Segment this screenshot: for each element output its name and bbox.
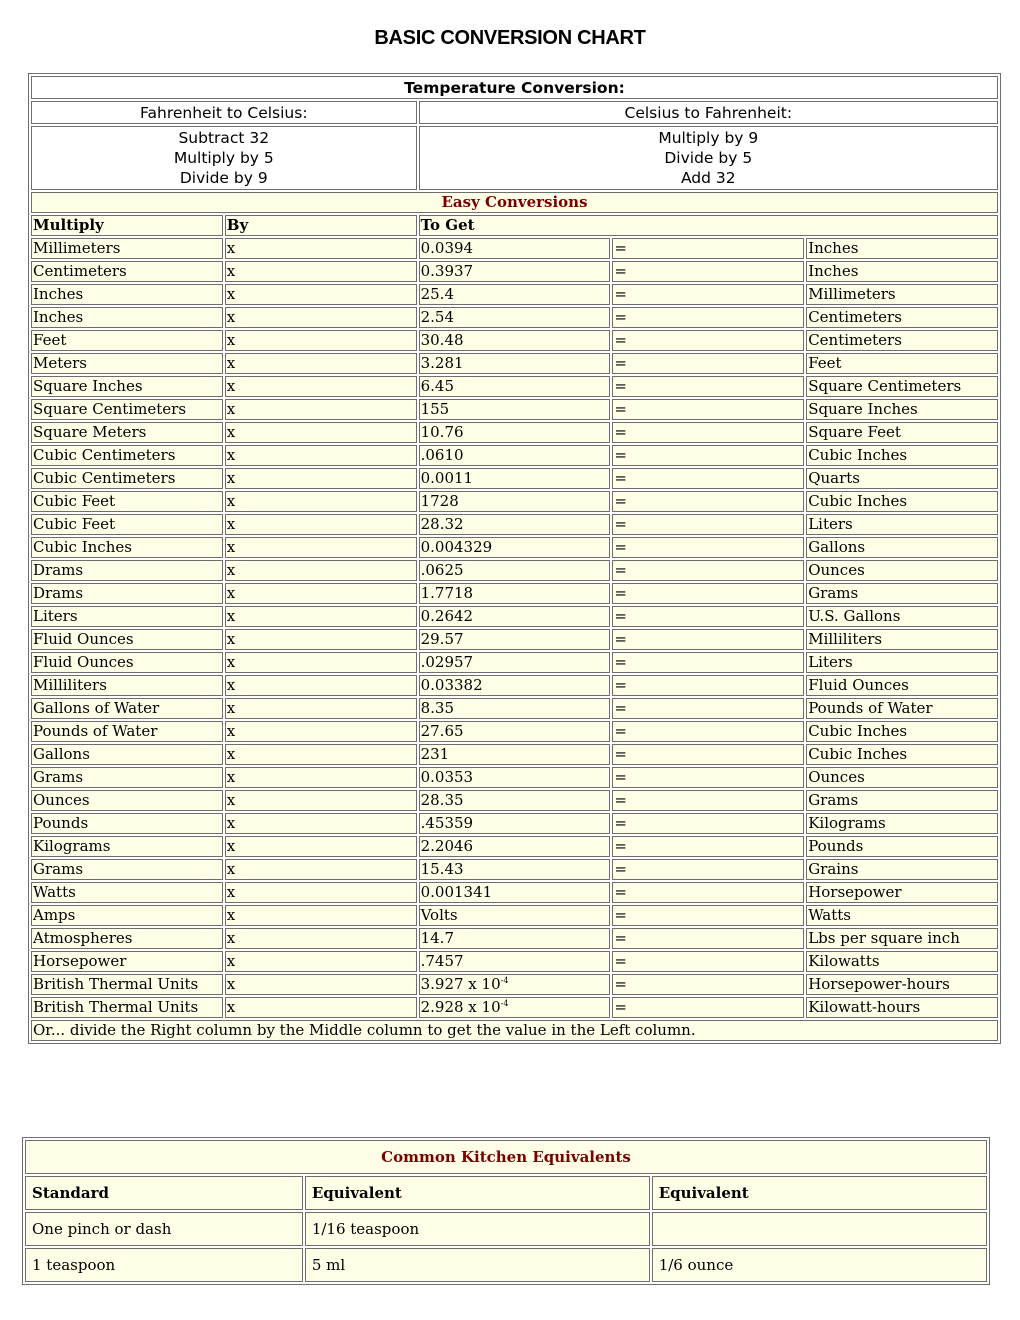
- cell-eq: =: [612, 813, 804, 834]
- cell-to: Square Feet: [806, 422, 998, 443]
- table-row: [31, 721, 998, 742]
- table-row: [31, 399, 998, 420]
- cell-op: x: [225, 675, 417, 696]
- cell-from: Square Inches: [31, 376, 223, 397]
- cell-to: Horsepower-hours: [806, 974, 998, 995]
- cell-from: Cubic Inches: [31, 537, 223, 558]
- column-header: By: [225, 215, 417, 236]
- cell-to: Grains: [806, 859, 998, 880]
- cell-eq: =: [612, 698, 804, 719]
- c-to-f-step: Divide by 5: [664, 149, 753, 167]
- cell-from: Feet: [31, 330, 223, 351]
- cell-eq: =: [612, 721, 804, 742]
- cell-op: x: [225, 514, 417, 535]
- cell-eq: =: [612, 675, 804, 696]
- cell-to: Liters: [806, 652, 998, 673]
- cell-factor: 0.3937: [419, 261, 611, 282]
- cell-from: Grams: [31, 767, 223, 788]
- cell-to: Quarts: [806, 468, 998, 489]
- cell-eq: =: [612, 491, 804, 512]
- cell-to: Kilowatt-hours: [806, 997, 998, 1018]
- cell-to: Horsepower: [806, 882, 998, 903]
- cell-from: Cubic Centimeters: [31, 468, 223, 489]
- cell-op: x: [225, 882, 417, 903]
- table-row: [31, 744, 998, 765]
- cell-to: Kilowatts: [806, 951, 998, 972]
- cell-to: Centimeters: [806, 307, 998, 328]
- table-row: [31, 353, 998, 374]
- cell-to: Inches: [806, 261, 998, 282]
- cell-eq: =: [612, 790, 804, 811]
- cell-from: Pounds: [31, 813, 223, 834]
- cell-op: x: [225, 330, 417, 351]
- kitchen-cell: 5 ml: [305, 1248, 650, 1282]
- cell-eq: =: [612, 951, 804, 972]
- c-to-f-step: Multiply by 9: [658, 129, 759, 147]
- table-row: [31, 583, 998, 604]
- cell-to: Grams: [806, 583, 998, 604]
- cell-to: Grams: [806, 790, 998, 811]
- cell-eq: =: [612, 767, 804, 788]
- cell-eq: =: [612, 859, 804, 880]
- cell-factor: 3.281: [419, 353, 611, 374]
- cell-to: Square Centimeters: [806, 376, 998, 397]
- column-header: Multiply: [31, 215, 223, 236]
- cell-eq: =: [612, 583, 804, 604]
- cell-from: Inches: [31, 284, 223, 305]
- cell-op: x: [225, 468, 417, 489]
- table-row: [31, 606, 998, 627]
- table-row: [31, 307, 998, 328]
- cell-eq: =: [612, 238, 804, 259]
- cell-from: Cubic Centimeters: [31, 445, 223, 466]
- column-header: Equivalent: [652, 1176, 987, 1210]
- cell-factor: .0625: [419, 560, 611, 581]
- table-row: [31, 491, 998, 512]
- cell-op: x: [225, 928, 417, 949]
- cell-from: Horsepower: [31, 951, 223, 972]
- cell-factor: 27.65: [419, 721, 611, 742]
- cell-to: Kilograms: [806, 813, 998, 834]
- f-to-c-step: Multiply by 5: [173, 149, 274, 167]
- cell-factor: .0610: [419, 445, 611, 466]
- cell-to: Cubic Inches: [806, 721, 998, 742]
- cell-from: Atmospheres: [31, 928, 223, 949]
- cell-op: x: [225, 284, 417, 305]
- cell-to: Inches: [806, 238, 998, 259]
- table-row: [31, 698, 998, 719]
- cell-factor: 0.03382: [419, 675, 611, 696]
- cell-op: x: [225, 238, 417, 259]
- cell-eq: =: [612, 330, 804, 351]
- easy-conversions-header: Easy Conversions: [31, 192, 998, 213]
- column-header: Standard: [25, 1176, 303, 1210]
- cell-op: x: [225, 790, 417, 811]
- factor-exponent: -4: [500, 976, 509, 985]
- cell-to: U.S. Gallons: [806, 606, 998, 627]
- f-to-c-step: Divide by 9: [179, 169, 268, 187]
- cell-eq: =: [612, 307, 804, 328]
- cell-to: Cubic Inches: [806, 744, 998, 765]
- kitchen-cell: 1/6 ounce: [652, 1248, 987, 1282]
- cell-factor: .45359: [419, 813, 611, 834]
- factor-base: 3.927 x 10: [420, 975, 501, 993]
- kitchen-cell: [652, 1212, 987, 1246]
- cell-from: Amps: [31, 905, 223, 926]
- kitchen-cell: 1 teaspoon: [25, 1248, 303, 1282]
- cell-op: x: [225, 445, 417, 466]
- cell-to: Watts: [806, 905, 998, 926]
- column-header: To Get: [419, 215, 998, 236]
- cell-to: Pounds: [806, 836, 998, 857]
- cell-eq: =: [612, 353, 804, 374]
- cell-factor: 1728: [419, 491, 611, 512]
- cell-from: Ounces: [31, 790, 223, 811]
- table-row: [31, 859, 998, 880]
- table-row: [31, 445, 998, 466]
- cell-op: x: [225, 399, 417, 420]
- cell-op: x: [225, 376, 417, 397]
- cell-op: x: [225, 422, 417, 443]
- cell-op: x: [225, 721, 417, 742]
- cell-from: Kilograms: [31, 836, 223, 857]
- cell-factor: 0.004329: [419, 537, 611, 558]
- cell-factor: 14.7: [419, 928, 611, 949]
- cell-op: x: [225, 353, 417, 374]
- temperature-header: Temperature Conversion:: [31, 76, 998, 99]
- cell-eq: =: [612, 261, 804, 282]
- table-row: [31, 629, 998, 650]
- table-row: [31, 767, 998, 788]
- cell-eq: =: [612, 974, 804, 995]
- cell-from: Fluid Ounces: [31, 652, 223, 673]
- cell-op: x: [225, 859, 417, 880]
- table-row: [31, 951, 998, 972]
- cell-eq: =: [612, 399, 804, 420]
- table-row: [31, 652, 998, 673]
- cell-op: x: [225, 560, 417, 581]
- cell-to: Ounces: [806, 767, 998, 788]
- cell-op: x: [225, 491, 417, 512]
- f-to-c-step: Subtract 32: [178, 129, 270, 147]
- table-row: [31, 537, 998, 558]
- cell-from: British Thermal Units: [31, 974, 223, 995]
- kitchen-header: Common Kitchen Equivalents: [25, 1140, 987, 1174]
- cell-op: x: [225, 744, 417, 765]
- cell-from: Square Meters: [31, 422, 223, 443]
- cell-from: Liters: [31, 606, 223, 627]
- table-row: [31, 261, 998, 282]
- cell-eq: =: [612, 997, 804, 1018]
- cell-eq: =: [612, 882, 804, 903]
- cell-op: x: [225, 905, 417, 926]
- cell-from: Drams: [31, 583, 223, 604]
- table-row: [31, 790, 998, 811]
- cell-eq: =: [612, 537, 804, 558]
- cell-eq: =: [612, 928, 804, 949]
- table-row: [31, 376, 998, 397]
- cell-to: Feet: [806, 353, 998, 374]
- cell-from: Grams: [31, 859, 223, 880]
- cell-eq: =: [612, 905, 804, 926]
- cell-to: Liters: [806, 514, 998, 535]
- cell-factor: 28.32: [419, 514, 611, 535]
- cell-factor: 0.0011: [419, 468, 611, 489]
- cell-factor: 231: [419, 744, 611, 765]
- cell-to: Millimeters: [806, 284, 998, 305]
- cell-factor: 2.2046: [419, 836, 611, 857]
- table-row: [31, 928, 998, 949]
- cell-factor: Volts: [419, 905, 611, 926]
- cell-to: Cubic Inches: [806, 491, 998, 512]
- table-row: [31, 422, 998, 443]
- cell-factor: 10.76: [419, 422, 611, 443]
- cell-factor: [419, 974, 611, 995]
- cell-factor: .7457: [419, 951, 611, 972]
- cell-eq: =: [612, 422, 804, 443]
- f-to-c-label: Fahrenheit to Celsius:: [31, 101, 417, 124]
- cell-eq: =: [612, 836, 804, 857]
- c-to-f-steps: [419, 126, 998, 190]
- cell-eq: =: [612, 376, 804, 397]
- conversion-table: [28, 73, 1001, 1044]
- cell-op: x: [225, 951, 417, 972]
- footer-note: Or... divide the Right column by the Middle column to get the value in the Left column.: [31, 1020, 998, 1041]
- cell-eq: =: [612, 606, 804, 627]
- cell-op: x: [225, 652, 417, 673]
- kitchen-equivalents-table: [22, 1137, 990, 1285]
- cell-op: x: [225, 997, 417, 1018]
- cell-factor: .02957: [419, 652, 611, 673]
- table-row: [31, 882, 998, 903]
- cell-factor: 2.54: [419, 307, 611, 328]
- f-to-c-steps: [31, 126, 417, 190]
- cell-from: Drams: [31, 560, 223, 581]
- page-title: BASIC CONVERSION CHART: [374, 27, 646, 49]
- cell-eq: =: [612, 652, 804, 673]
- table-row: [31, 836, 998, 857]
- easy-conversions-tail: [31, 974, 998, 1041]
- cell-op: x: [225, 261, 417, 282]
- cell-op: x: [225, 537, 417, 558]
- cell-factor: 0.0394: [419, 238, 611, 259]
- cell-from: Milliliters: [31, 675, 223, 696]
- cell-eq: =: [612, 284, 804, 305]
- cell-from: Gallons of Water: [31, 698, 223, 719]
- cell-factor: 30.48: [419, 330, 611, 351]
- kitchen-cell: One pinch or dash: [25, 1212, 303, 1246]
- cell-to: Cubic Inches: [806, 445, 998, 466]
- cell-factor: 0.001341: [419, 882, 611, 903]
- c-to-f-label: Celsius to Fahrenheit:: [419, 101, 998, 124]
- cell-factor: 29.57: [419, 629, 611, 650]
- cell-from: Meters: [31, 353, 223, 374]
- factor-exponent: -4: [500, 999, 509, 1008]
- cell-factor: 25.4: [419, 284, 611, 305]
- cell-from: Inches: [31, 307, 223, 328]
- cell-from: Square Centimeters: [31, 399, 223, 420]
- table-row: [31, 997, 998, 1018]
- cell-to: Ounces: [806, 560, 998, 581]
- cell-to: Centimeters: [806, 330, 998, 351]
- table-row: [31, 468, 998, 489]
- cell-factor: 15.43: [419, 859, 611, 880]
- cell-to: Milliliters: [806, 629, 998, 650]
- cell-op: x: [225, 583, 417, 604]
- kitchen-column-header-row: [25, 1176, 987, 1210]
- cell-factor: 8.35: [419, 698, 611, 719]
- kitchen-cell: 1/16 teaspoon: [305, 1212, 650, 1246]
- cell-factor: 0.0353: [419, 767, 611, 788]
- table-row: [31, 974, 998, 995]
- cell-from: Cubic Feet: [31, 514, 223, 535]
- cell-factor: 1.7718: [419, 583, 611, 604]
- cell-factor: 155: [419, 399, 611, 420]
- factor-base: 2.928 x 10: [420, 998, 501, 1016]
- cell-from: Watts: [31, 882, 223, 903]
- cell-op: x: [225, 606, 417, 627]
- table-row: [31, 238, 998, 259]
- cell-to: Pounds of Water: [806, 698, 998, 719]
- table-row: [25, 1212, 987, 1246]
- cell-from: Fluid Ounces: [31, 629, 223, 650]
- cell-op: x: [225, 836, 417, 857]
- easy-conversions-section: [31, 192, 998, 972]
- cell-op: x: [225, 629, 417, 650]
- cell-eq: =: [612, 744, 804, 765]
- cell-from: Centimeters: [31, 261, 223, 282]
- cell-eq: =: [612, 445, 804, 466]
- cell-from: Cubic Feet: [31, 491, 223, 512]
- table-row: [31, 514, 998, 535]
- cell-from: Pounds of Water: [31, 721, 223, 742]
- cell-eq: =: [612, 514, 804, 535]
- c-to-f-step: Add 32: [680, 169, 736, 187]
- column-header: Equivalent: [305, 1176, 650, 1210]
- table-row: [31, 284, 998, 305]
- cell-to: Fluid Ounces: [806, 675, 998, 696]
- table-row: [31, 813, 998, 834]
- cell-from: Millimeters: [31, 238, 223, 259]
- cell-to: Gallons: [806, 537, 998, 558]
- table-row: [31, 905, 998, 926]
- cell-op: x: [225, 767, 417, 788]
- cell-eq: =: [612, 468, 804, 489]
- cell-op: x: [225, 813, 417, 834]
- cell-factor: 28.35: [419, 790, 611, 811]
- cell-factor: 0.2642: [419, 606, 611, 627]
- cell-eq: =: [612, 629, 804, 650]
- cell-op: x: [225, 974, 417, 995]
- cell-factor: 6.45: [419, 376, 611, 397]
- table-row: [31, 560, 998, 581]
- cell-op: x: [225, 698, 417, 719]
- cell-from: Gallons: [31, 744, 223, 765]
- cell-op: x: [225, 307, 417, 328]
- cell-to: Square Inches: [806, 399, 998, 420]
- table-row: [31, 330, 998, 351]
- table-row: [31, 675, 998, 696]
- table-row: [25, 1248, 987, 1282]
- cell-factor: [419, 997, 611, 1018]
- cell-to: Lbs per square inch: [806, 928, 998, 949]
- temperature-section: [31, 76, 998, 190]
- cell-from: British Thermal Units: [31, 997, 223, 1018]
- column-header-row: [31, 215, 998, 236]
- cell-eq: =: [612, 560, 804, 581]
